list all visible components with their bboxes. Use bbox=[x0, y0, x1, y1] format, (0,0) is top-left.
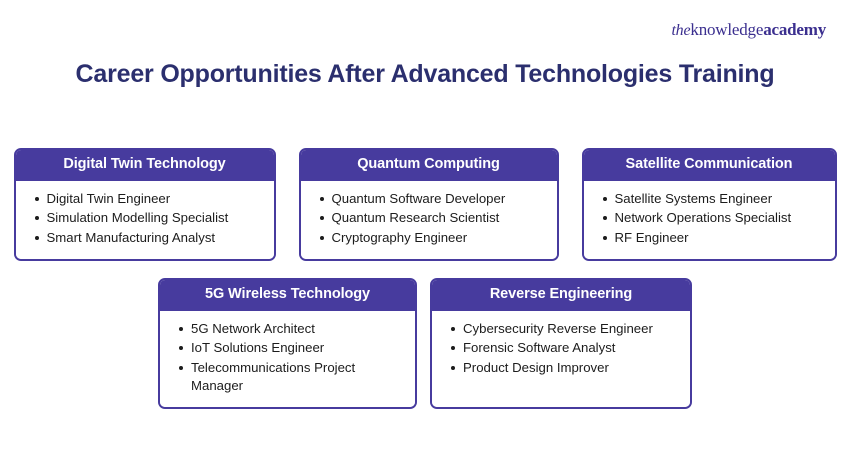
list-item: Product Design Improver bbox=[463, 359, 680, 377]
card-body bbox=[584, 181, 835, 259]
card-list bbox=[26, 190, 264, 247]
page-title: Career Opportunities After Advanced Technologies Training bbox=[75, 60, 775, 88]
list-item: Telecommunications Project Manager bbox=[191, 359, 405, 396]
list-item: IoT Solutions Engineer bbox=[191, 339, 405, 357]
card-title: Quantum Computing bbox=[301, 150, 557, 181]
card-satellite-communication bbox=[582, 148, 837, 261]
list-item: RF Engineer bbox=[615, 229, 825, 247]
list-item: Simulation Modelling Specialist bbox=[47, 209, 264, 227]
list-item: Quantum Software Developer bbox=[332, 190, 547, 208]
card-list bbox=[170, 320, 405, 395]
card-body bbox=[432, 311, 690, 407]
card-body bbox=[160, 311, 415, 407]
list-item: 5G Network Architect bbox=[191, 320, 405, 338]
brand-logo bbox=[671, 20, 826, 40]
brand-academy: academy bbox=[763, 20, 826, 39]
brand-knowledge: knowledge bbox=[690, 20, 764, 39]
list-item: Forensic Software Analyst bbox=[463, 339, 680, 357]
card-title: Satellite Communication bbox=[584, 150, 835, 181]
card-5g-wireless-technology bbox=[158, 278, 417, 409]
card-title: Reverse Engineering bbox=[432, 280, 690, 311]
card-title: 5G Wireless Technology bbox=[160, 280, 415, 311]
card-quantum-computing bbox=[299, 148, 559, 261]
card-digital-twin-technology bbox=[14, 148, 276, 261]
card-list bbox=[311, 190, 547, 247]
card-title: Digital Twin Technology bbox=[16, 150, 274, 181]
card-reverse-engineering bbox=[430, 278, 692, 409]
list-item: Quantum Research Scientist bbox=[332, 209, 547, 227]
card-row-bottom bbox=[0, 278, 850, 409]
list-item: Smart Manufacturing Analyst bbox=[47, 229, 264, 247]
list-item: Cybersecurity Reverse Engineer bbox=[463, 320, 680, 338]
list-item: Network Operations Specialist bbox=[615, 209, 825, 227]
card-list bbox=[442, 320, 680, 377]
list-item: Satellite Systems Engineer bbox=[615, 190, 825, 208]
list-item: Digital Twin Engineer bbox=[47, 190, 264, 208]
card-body bbox=[301, 181, 557, 259]
card-row-top bbox=[0, 148, 850, 261]
card-list bbox=[594, 190, 825, 247]
card-body bbox=[16, 181, 274, 259]
list-item: Cryptography Engineer bbox=[332, 229, 547, 247]
brand-the: the bbox=[671, 22, 691, 39]
